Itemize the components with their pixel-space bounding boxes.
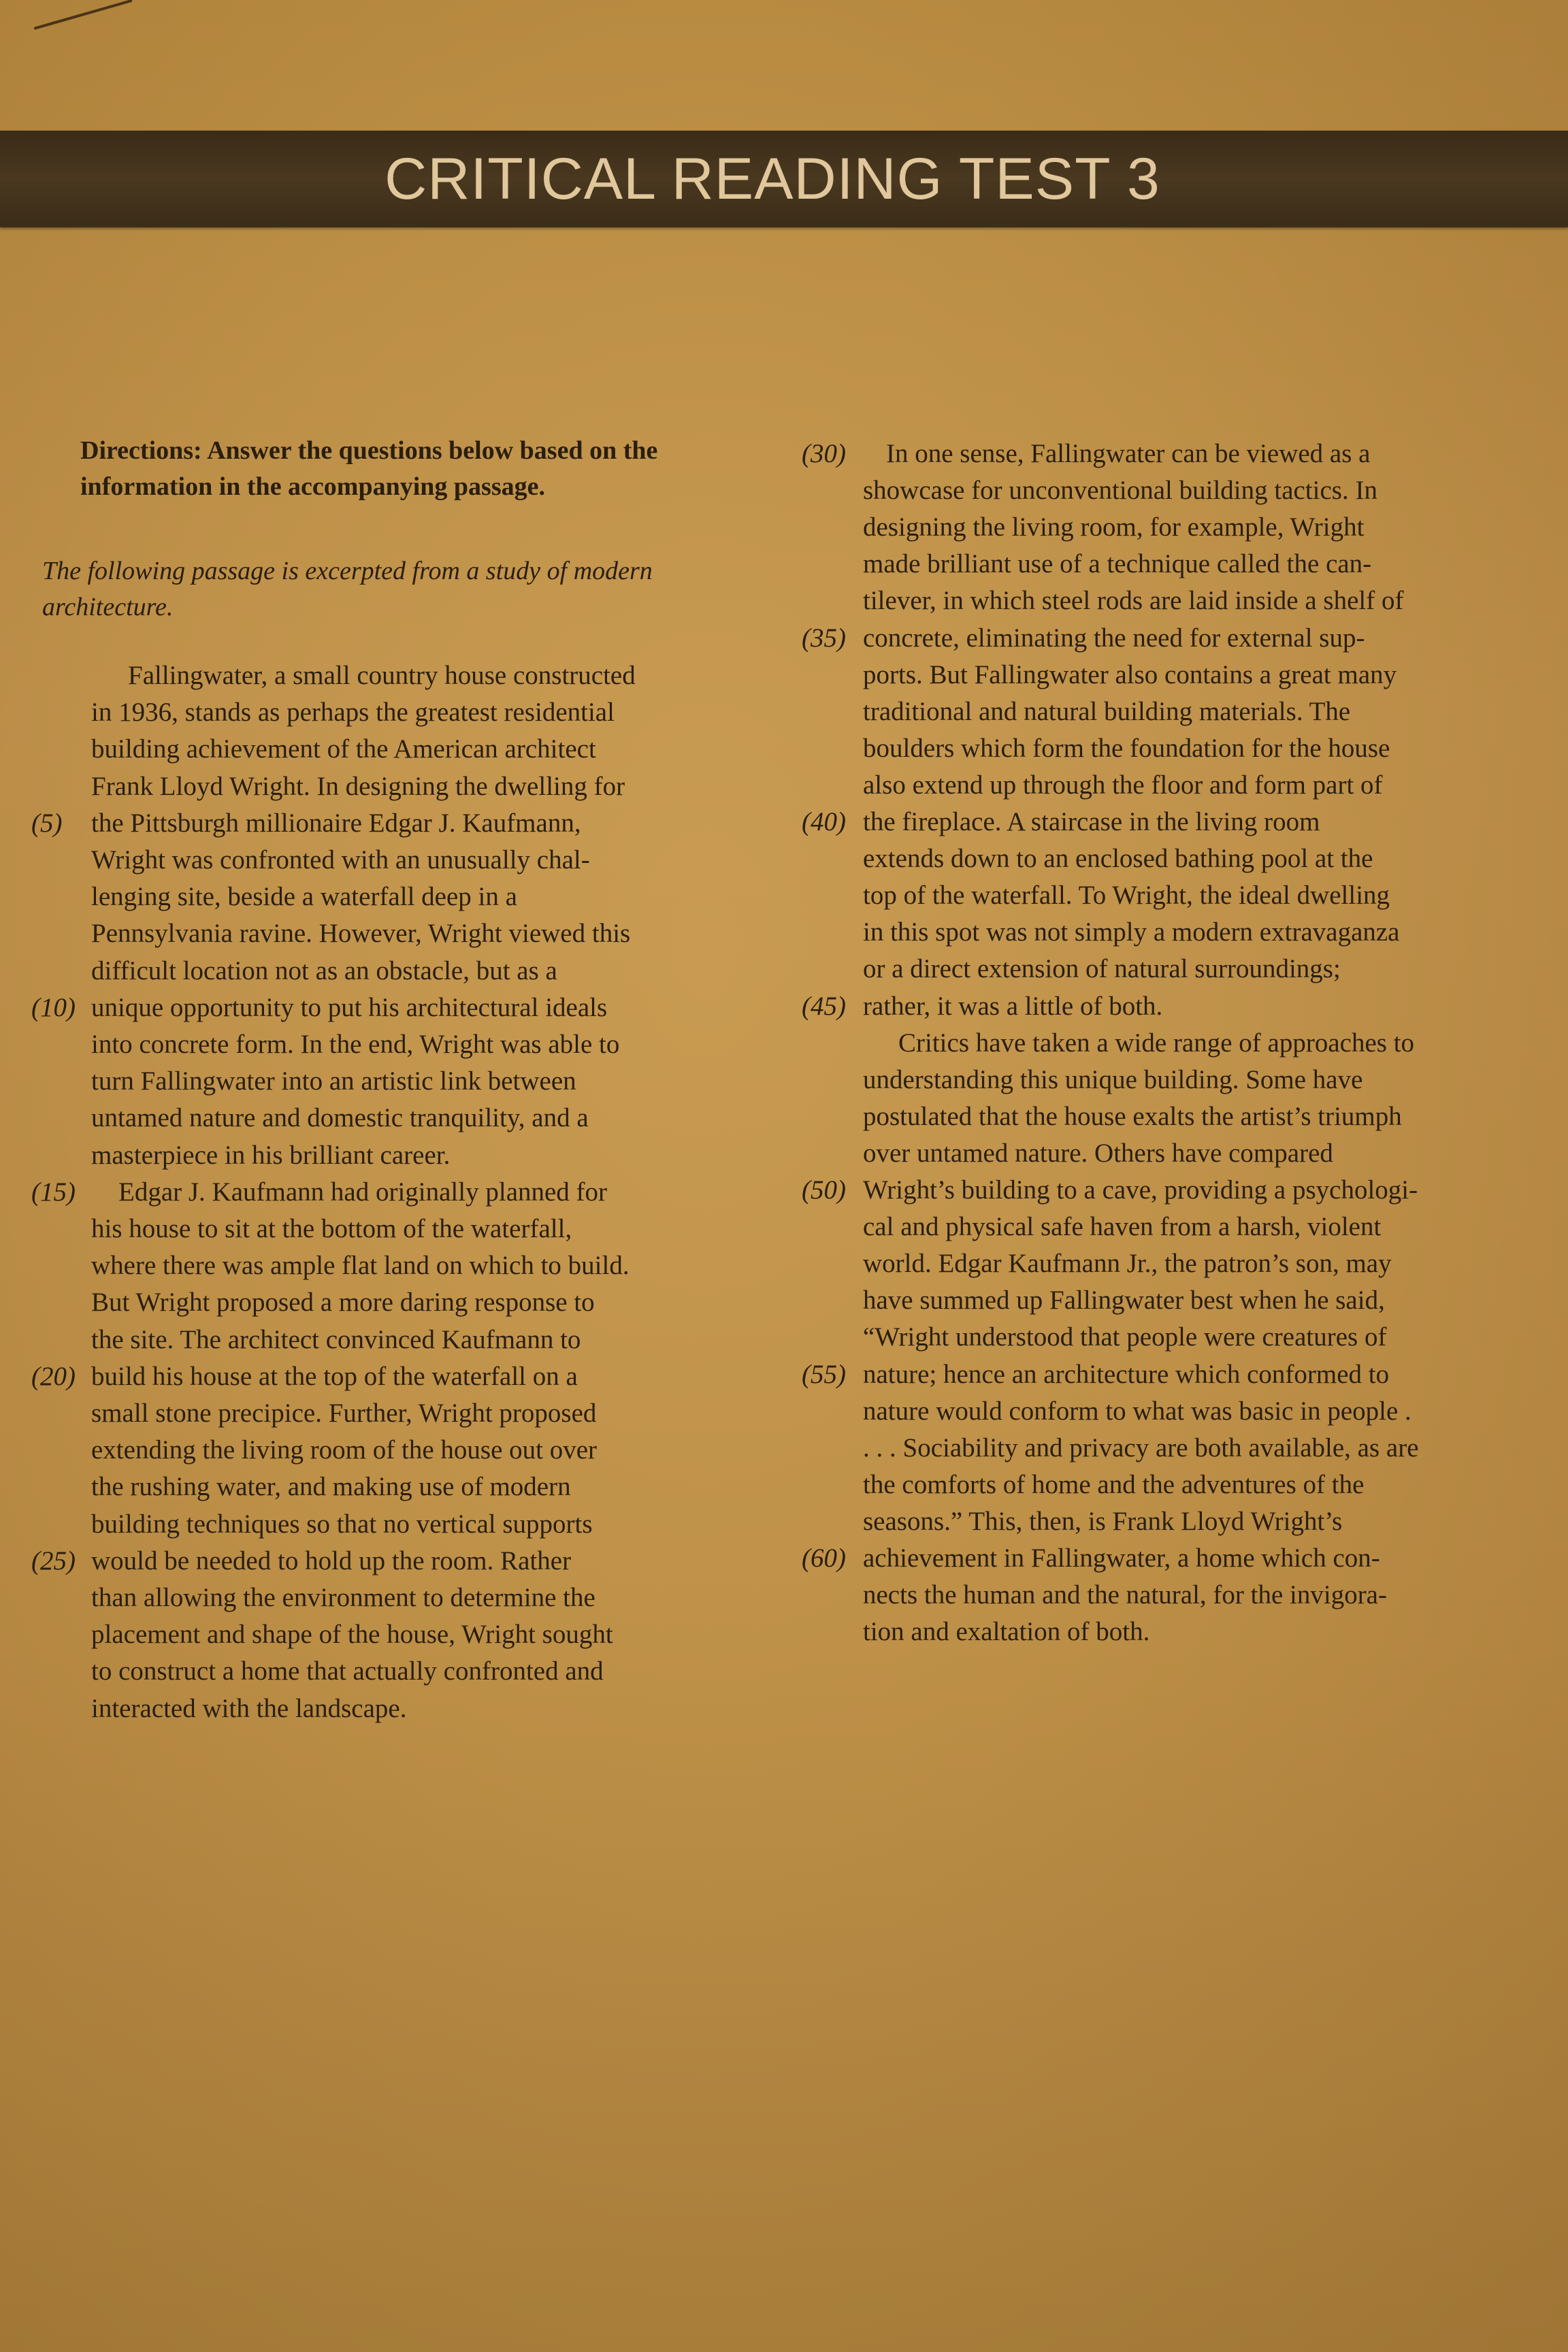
passage-line: into concrete form. In the end, Wright was able to	[91, 1030, 620, 1059]
passage-line: in this spot was not simply a modern extravaganza	[863, 917, 1400, 947]
line-number: (15)	[31, 1177, 76, 1207]
passage-line: Fallingwater, a small country house constructed	[128, 661, 636, 690]
line-number: (35)	[802, 623, 846, 653]
line-number: (25)	[31, 1546, 76, 1575]
title-banner	[0, 131, 1568, 227]
passage-line: than allowing the environment to determine the	[91, 1583, 595, 1612]
passage-line: made brilliant use of a technique called the can-	[863, 549, 1372, 579]
passage-line: unique opportunity to put his architectural ideals	[91, 992, 608, 1022]
line-number: (55)	[802, 1359, 846, 1389]
passage-line: also extend up through the floor and form part of	[863, 770, 1383, 800]
passage-line: tion and exaltation of both.	[863, 1617, 1150, 1647]
passage-line: achievement in Fallingwater, a home which con-	[863, 1544, 1380, 1573]
passage-line: in 1936, stands as perhaps the greatest residential	[91, 698, 615, 728]
line-number: (45)	[802, 991, 846, 1021]
passage-line: But Wright proposed a more daring response to	[91, 1288, 595, 1318]
passage-line: where there was ample flat land on which to build.	[91, 1251, 630, 1281]
passage-line: rather, it was a little of both.	[863, 991, 1163, 1021]
passage-line: In one sense, Fallingwater can be viewed as a	[886, 439, 1371, 468]
passage-line: have summed up Fallingwater best when he said,	[863, 1286, 1385, 1316]
passage-line: Edgar J. Kaufmann had originally planned for	[118, 1177, 608, 1207]
passage-intro: The following passage is excerpted from a study of modern architecture.	[42, 557, 653, 621]
passage-line: masterpiece in his brilliant career.	[91, 1140, 451, 1170]
line-number: (20)	[31, 1361, 76, 1391]
passage-line: ports. But Fallingwater also contains a great many	[863, 659, 1397, 689]
passage-line: lenging site, beside a waterfall deep in a	[91, 882, 517, 912]
passage-line: world. Edgar Kaufmann Jr., the patron’s son, may	[863, 1249, 1392, 1279]
passage-line: cal and physical safe haven from a harsh, violent	[863, 1212, 1382, 1242]
passage-line: over untamed nature. Others have compared	[863, 1138, 1333, 1168]
passage-line: small stone precipice. Further, Wright proposed	[91, 1399, 597, 1428]
passage-line: the rushing water, and making use of modern	[91, 1472, 571, 1502]
passage-line: building achievement of the American architect	[91, 734, 596, 764]
pen-mark	[33, 0, 132, 30]
line-number: (60)	[802, 1544, 846, 1573]
passage-line: nects the human and the natural, for the invigora-	[863, 1580, 1387, 1610]
passage-line: nature would conform to what was basic in people .	[863, 1396, 1411, 1426]
directions-text: Directions: Answer the questions below based on the information in the accompanying passage.	[80, 436, 658, 501]
passage-line: building techniques so that no vertical supports	[91, 1509, 593, 1539]
passage-line: his house to sit at the bottom of the waterfall,	[91, 1214, 572, 1243]
passage-line: showcase for unconventional building tactics. In	[863, 476, 1377, 506]
passage-line: untamed nature and domestic tranquility, and a	[91, 1103, 589, 1133]
line-number: (50)	[802, 1175, 846, 1205]
passage-line: tilever, in which steel rods are laid inside a shelf of	[863, 586, 1404, 616]
passage-line: Pennsylvania ravine. However, Wright viewed this	[91, 919, 631, 949]
passage-line: “Wright understood that people were creatures of	[863, 1322, 1387, 1352]
passage-line: the fireplace. A staircase in the living room	[863, 807, 1320, 836]
passage-line: to construct a home that actually confronted and	[91, 1656, 604, 1686]
passage-line: top of the waterfall. To Wright, the ideal dwelling	[863, 881, 1390, 911]
line-number: (10)	[31, 992, 76, 1022]
passage-line: build his house at the top of the waterfall on a	[91, 1361, 578, 1391]
passage-line: placement and shape of the house, Wright sought	[91, 1620, 613, 1650]
passage-line: . . . Sociability and privacy are both available, as are	[863, 1433, 1419, 1463]
line-number: (5)	[31, 808, 63, 838]
passage-line: Wright’s building to a cave, providing a psychologi-	[863, 1175, 1418, 1205]
page-title: CRITICAL READING TEST 3	[385, 146, 1160, 212]
passage-line: boulders which form the foundation for the house	[863, 733, 1390, 763]
line-number: (30)	[802, 439, 846, 468]
line-number: (40)	[802, 807, 846, 836]
passage-line: interacted with the landscape.	[91, 1693, 407, 1723]
passage-line: understanding this unique building. Some have	[863, 1064, 1363, 1094]
passage-line: turn Fallingwater into an artistic link between	[91, 1066, 576, 1096]
passage-line: postulated that the house exalts the artist’s triumph	[863, 1101, 1402, 1131]
passage-line: would be needed to hold up the room. Rather	[91, 1546, 572, 1575]
passage-line: Frank Lloyd Wright. In designing the dwelling for	[91, 771, 625, 801]
passage-line: extending the living room of the house out over	[91, 1435, 598, 1465]
passage-line: extends down to an enclosed bathing pool at the	[863, 844, 1373, 874]
passage-line: difficult location not as an obstacle, but as a	[91, 956, 557, 985]
passage-line: the site. The architect convinced Kaufmann to	[91, 1324, 581, 1354]
passage-line: Wright was confronted with an unusually chal-	[91, 845, 590, 875]
passage-line: designing the living room, for example, Wright	[863, 512, 1365, 542]
passage-line: nature; hence an architecture which conformed to	[863, 1359, 1390, 1389]
passage-line: seasons.” This, then, is Frank Lloyd Wright’s	[863, 1506, 1343, 1536]
passage-line: or a direct extension of natural surroundings;	[863, 954, 1341, 984]
passage-line: the comforts of home and the adventures of the	[863, 1469, 1365, 1499]
passage-line: Critics have taken a wide range of approaches to	[898, 1028, 1415, 1058]
passage-line: the Pittsburgh millionaire Edgar J. Kaufmann,	[91, 808, 581, 838]
passage-line: traditional and natural building materials. The	[863, 696, 1351, 726]
passage-line: concrete, eliminating the need for external sup-	[863, 623, 1365, 653]
